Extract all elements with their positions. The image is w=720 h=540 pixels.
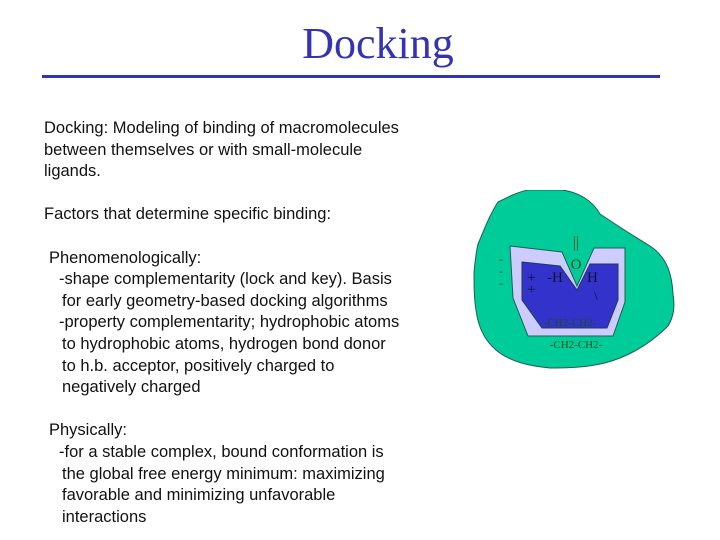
slide-title: Docking <box>302 19 454 68</box>
outer-chain-label: -CH2-CH2- <box>549 339 603 351</box>
bond-backslash-label: \ <box>594 288 598 303</box>
bullet-line: -shape complementarity (lock and key). Basis <box>59 270 392 289</box>
physical-heading: Physically: <box>49 421 127 440</box>
bullet-shape-complementarity <box>44 269 464 312</box>
oxygen-label: O <box>570 257 582 273</box>
bullet-line: to hydrophobic atoms, hydrogen bond donor <box>62 334 386 353</box>
phenomenological-heading: Phenomenologically: <box>49 248 202 267</box>
bullet-free-energy <box>44 442 464 528</box>
minus-label-1: - <box>499 252 503 266</box>
bullet-line: for early geometry-based docking algorithms <box>62 291 388 310</box>
definition-line: Docking: Modeling of binding of macromolecules <box>44 119 399 137</box>
title-divider <box>42 75 660 78</box>
plus-label-2: + <box>527 282 536 298</box>
minus-label-2: - <box>499 264 503 278</box>
hydrogen-right-label: H <box>587 270 598 286</box>
bullet-property-complementarity <box>44 312 464 398</box>
definition-paragraph <box>44 118 464 183</box>
bullet-line: to h.b. acceptor, positively charged to <box>62 356 335 375</box>
double-bond-label: || <box>572 234 580 251</box>
inner-chain-label: -CH2-CH2- <box>543 317 597 329</box>
bullet-line: favorable and minimizing unfavorable <box>62 486 336 505</box>
bullet-line: the global free energy minimum: maximizing <box>62 464 385 483</box>
definition-line: ligands. <box>44 162 101 181</box>
slide-body <box>44 118 464 528</box>
plus-label-1: + <box>527 270 536 286</box>
bullet-line: interactions <box>62 507 147 526</box>
bullet-line: negatively charged <box>62 378 201 397</box>
bullet-line: -property complementarity; hydrophobic atoms <box>59 313 400 332</box>
factors-heading: Factors that determine specific binding: <box>44 205 332 224</box>
definition-line: between themselves or with small-molecule <box>44 140 363 159</box>
bullet-line: -for a stable complex, bound conformation is <box>59 442 384 461</box>
docking-diagram <box>470 190 710 390</box>
minus-label-3: - <box>499 276 503 290</box>
hydrogen-left-label: -H <box>547 270 563 286</box>
